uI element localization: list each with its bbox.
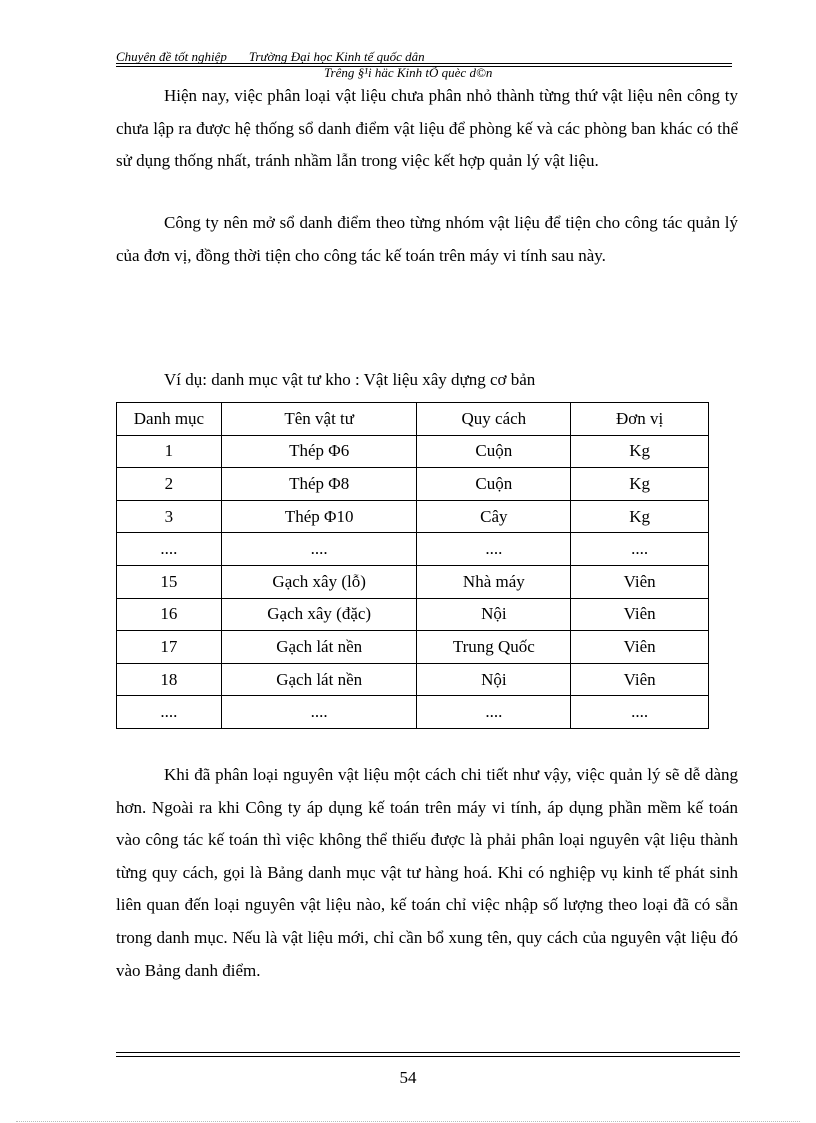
table-cell: .... — [571, 533, 709, 566]
page-header — [116, 47, 732, 81]
table-row — [117, 663, 709, 696]
table-cell: Kg — [571, 435, 709, 468]
table-header-row — [117, 403, 709, 436]
table-cell: Cuộn — [417, 435, 571, 468]
table-cell: Gạch xây (đặc) — [221, 598, 417, 631]
table-cell: 18 — [117, 663, 222, 696]
paragraph-recommendation: Công ty nên mở sổ danh điểm theo từng nhóm vật liệu để tiện cho công tác quản lý của đơn vị, đồng thời tiện cho công tác kế toán trên máy vi tính sau này. — [116, 213, 738, 265]
column-header: Tên vật tư — [221, 403, 417, 436]
table-cell: Kg — [571, 500, 709, 533]
table-cell: Nội — [417, 663, 571, 696]
header-thesis-label: Chuyên đề tốt nghiệp — [116, 49, 227, 64]
table-cell: 3 — [117, 500, 222, 533]
table-cell: .... — [417, 696, 571, 729]
header-rule — [116, 63, 732, 64]
table-cell: Gạch lát nền — [221, 631, 417, 664]
table-cell: .... — [221, 696, 417, 729]
table-row — [117, 533, 709, 566]
table-row — [117, 696, 709, 729]
table-cell: Cây — [417, 500, 571, 533]
table-cell: .... — [221, 533, 417, 566]
column-header: Danh mục — [117, 403, 222, 436]
table-cell: 2 — [117, 468, 222, 501]
table-cell: Gạch xây (lỗ) — [221, 565, 417, 598]
table-cell: Viên — [571, 565, 709, 598]
table-row — [117, 631, 709, 664]
table-cell: .... — [117, 696, 222, 729]
table-cell: Gạch lát nền — [221, 663, 417, 696]
table-cell: .... — [571, 696, 709, 729]
header-university-label: Trường Đại học Kinh tế quốc dân — [248, 49, 425, 64]
column-header: Quy cách — [417, 403, 571, 436]
table-cell: Thép Φ6 — [221, 435, 417, 468]
table-cell: Kg — [571, 468, 709, 501]
table-cell: Viên — [571, 598, 709, 631]
table-cell: Nội — [417, 598, 571, 631]
table-row — [117, 500, 709, 533]
table-cell: 17 — [117, 631, 222, 664]
column-header: Đơn vị — [571, 403, 709, 436]
page-bottom-border — [16, 1121, 800, 1122]
table-cell: 15 — [117, 565, 222, 598]
table-row — [117, 468, 709, 501]
table-cell: Thép Φ8 — [221, 468, 417, 501]
table-cell: Viên — [571, 631, 709, 664]
material-catalog-table — [116, 402, 709, 729]
table-cell: .... — [117, 533, 222, 566]
page-number: 54 — [399, 1068, 417, 1087]
table-cell: Nhà máy — [417, 565, 571, 598]
table-cell: .... — [417, 533, 571, 566]
table-cell: Trung Quốc — [417, 631, 571, 664]
table-cell: 16 — [117, 598, 222, 631]
table-cell: 1 — [117, 435, 222, 468]
footer-rule — [116, 1052, 740, 1057]
table-row — [117, 435, 709, 468]
paragraph-intro: Hiện nay, việc phân loại vật liệu chưa phân nhỏ thành từng thứ vật liệu nên công ty chưa lập ra được hệ thống sổ danh điểm vật liệu để phòng kế và các phòng ban khác có thể sử dụng thống nhất, tránh nhầm lẫn trong việc kết hợp quản lý vật liệu. — [116, 86, 738, 171]
header-subtitle: Trêng §¹i häc Kinh tÕ quèc d©n — [324, 65, 493, 80]
table-row — [117, 565, 709, 598]
table-cell: Viên — [571, 663, 709, 696]
table-cell: Thép Φ10 — [221, 500, 417, 533]
footer-rule-line — [116, 1056, 740, 1057]
footer-rule-line — [116, 1052, 740, 1053]
table-cell: Cuộn — [417, 468, 571, 501]
table-row — [117, 598, 709, 631]
table-caption: Ví dụ: danh mục vật tư kho : Vật liệu xây dựng cơ bản — [164, 370, 536, 389]
paragraph-conclusion: Khi đã phân loại nguyên vật liệu một cách chi tiết như vậy, việc quản lý sẽ dễ dàng hơn. Ngoài ra khi Công ty áp dụng kế toán trên máy vi tính, áp dụng phần mềm kế toán vào công tác kế toán thì việc không thể thiếu được là phải phân loại nguyên vật liệu thành từng quy cách, gọi là Bảng danh mục vật tư hàng hoá. Khi có nghiệp vụ kinh tế phát sinh liên quan đến loại nguyên vật liệu nào, kế toán chỉ việc nhập số lượng theo loại đã có sẵn trong danh mục. Nếu là vật liệu mới, chỉ cần bổ xung tên, quy cách của nguyên vật liệu đó vào Bảng danh điểm. — [116, 765, 738, 980]
